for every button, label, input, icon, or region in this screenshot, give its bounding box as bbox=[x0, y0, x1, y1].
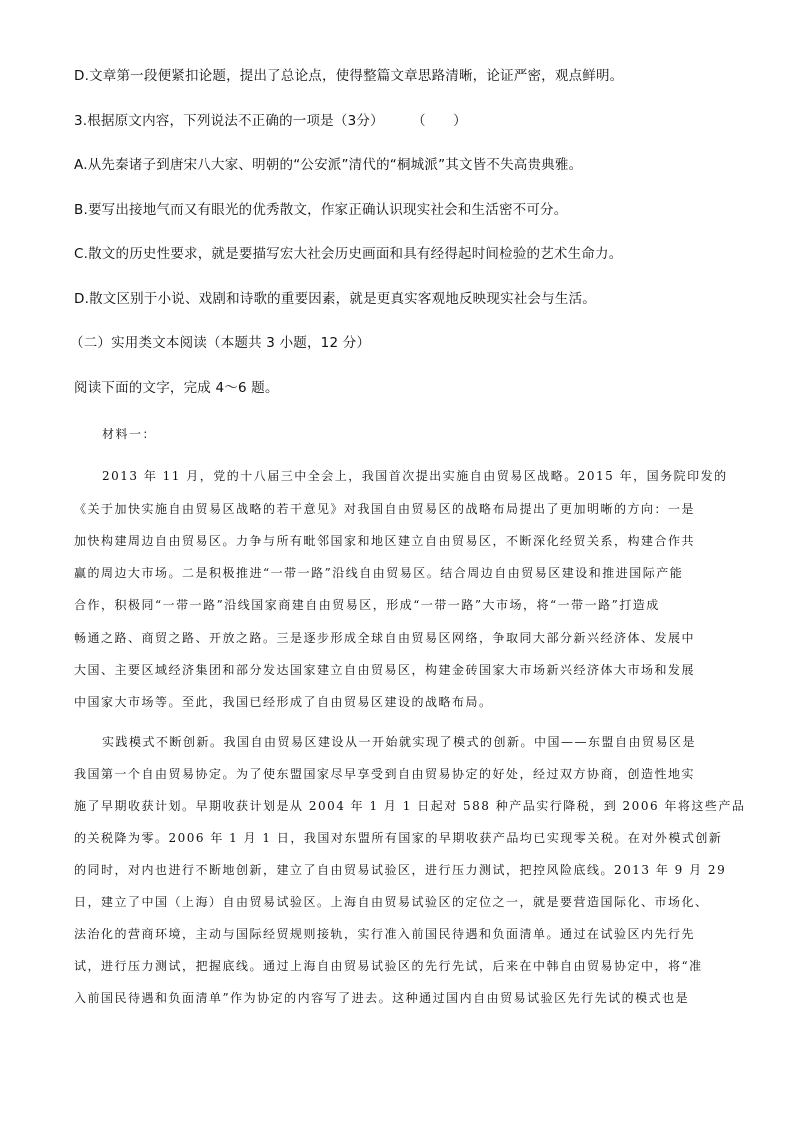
material-text-line: 《关于加快实施自由贸易区战略的若干意见》对我国自由贸易区的战略布局提出了更加明晰的方向：一是 bbox=[74, 502, 696, 516]
material-text-line: 试，进行压力测试，把握底线。通过上海自由贸易试验区的先行先试，后来在中韩自由贸易协定中，将“准 bbox=[74, 959, 703, 973]
material-text-line: 法治化的营商环境，主动与国际经贸规则接轨，实行准入前国民待遇和负面清单。通过在试验区内先行先 bbox=[74, 927, 696, 941]
material-text-line: 施了早期收获计划。早期收获计划是从 2004 年 1 月 1 日起对 588 种产品实行降税，到 2006 年将这些产品 bbox=[74, 799, 746, 813]
material-text-line: 赢的周边大市场。二是积极推进“一带一路”沿线自由贸易区。结合周边自由贸易区建设和推进国际产能 bbox=[74, 566, 684, 580]
material-text-line: 的同时，对内也进行不断地创新，建立了自由贸易试验区，进行压力测试，把控风险底线。2013 年 9 月 29 bbox=[74, 863, 727, 877]
material-text-line: 大国、主要区域经济集团和部分发达国家建立自由贸易区，构建金砖国家大市场新兴经济体大市场和发展 bbox=[74, 663, 696, 677]
material-text-line: 中国家大市场等。至此，我国已经形成了自由贸易区建设的战略布局。 bbox=[74, 695, 493, 709]
question-3-stem: 3.根据原文内容，下列说法不正确的一项是（3分） bbox=[74, 113, 384, 129]
material-text-line: 入前国民待遇和负面清单”作为协定的内容写了进去。这种通过国内自由贸易试验区先行先试的模式也是 bbox=[74, 991, 690, 1005]
question-3-answer-blank: （ ） bbox=[412, 113, 467, 129]
material-text-line: 加快构建周边自由贸易区。力争与所有毗邻国家和地区建立自由贸易区，不断深化经贸关系，构建合作共 bbox=[74, 534, 696, 548]
material-text-line: 合作，积极同“一带一路”沿线国家商建自由贸易区，形成“一带一路”大市场，将“一带一路”打造成 bbox=[74, 598, 660, 612]
reading-instruction: 阅读下面的文字，完成 4～6 题。 bbox=[74, 380, 279, 396]
material-text-line: 我国第一个自由贸易协定。为了使东盟国家尽早享受到自由贸易协定的好处，经过双方协商，创造性地实 bbox=[74, 767, 696, 781]
q2-option-d: D.文章第一段便紧扣论题，提出了总论点，使得整篇文章思路清晰，论证严密，观点鲜明。 bbox=[74, 68, 624, 84]
section-title: （二）实用类文本阅读（本题共 3 小题，12 分） bbox=[70, 335, 371, 351]
q3-option-a: A.从先秦诸子到唐宋八大家、明朝的“公安派”清代的“桐城派”其文皆不失高贵典雅。 bbox=[74, 157, 583, 173]
material-text-line: 畅通之路、商贸之路、开放之路。三是逐步形成全球自由贸易区网络，争取同大部分新兴经济体、发展中 bbox=[74, 631, 696, 645]
material-label: 材料一： bbox=[102, 427, 157, 441]
material-text-line: 的关税降为零。2006 年 1 月 1 日，我国对东盟所有国家的早期收获产品均已实现零关税。在对外模式创新 bbox=[74, 831, 723, 845]
q3-option-d: D.散文区别于小说、戏剧和诗歌的重要因素，就是更真实客观地反映现实社会与生活。 bbox=[74, 291, 596, 307]
q3-option-b: B.要写出接地气而又有眼光的优秀散文，作家正确认识现实社会和生活密不可分。 bbox=[74, 202, 568, 218]
q3-option-c: C.散文的历史性要求，就是要描写宏大社会历史画面和具有经得起时间检验的艺术生命力。 bbox=[74, 246, 623, 262]
material-text-line: 日，建立了中国（上海）自由贸易试验区。上海自由贸易试验区的定位之一，就是要营造国际化、市场化、 bbox=[74, 895, 709, 909]
material-text-line: 实践模式不断创新。我国自由贸易区建设从一开始就实现了模式的创新。中国——东盟自由贸易区是 bbox=[102, 735, 697, 749]
material-text-line: 2013 年 11 月，党的十八届三中全会上，我国首次提出实施自由贸易区战略。2015 年，国务院印发的 bbox=[102, 469, 728, 483]
